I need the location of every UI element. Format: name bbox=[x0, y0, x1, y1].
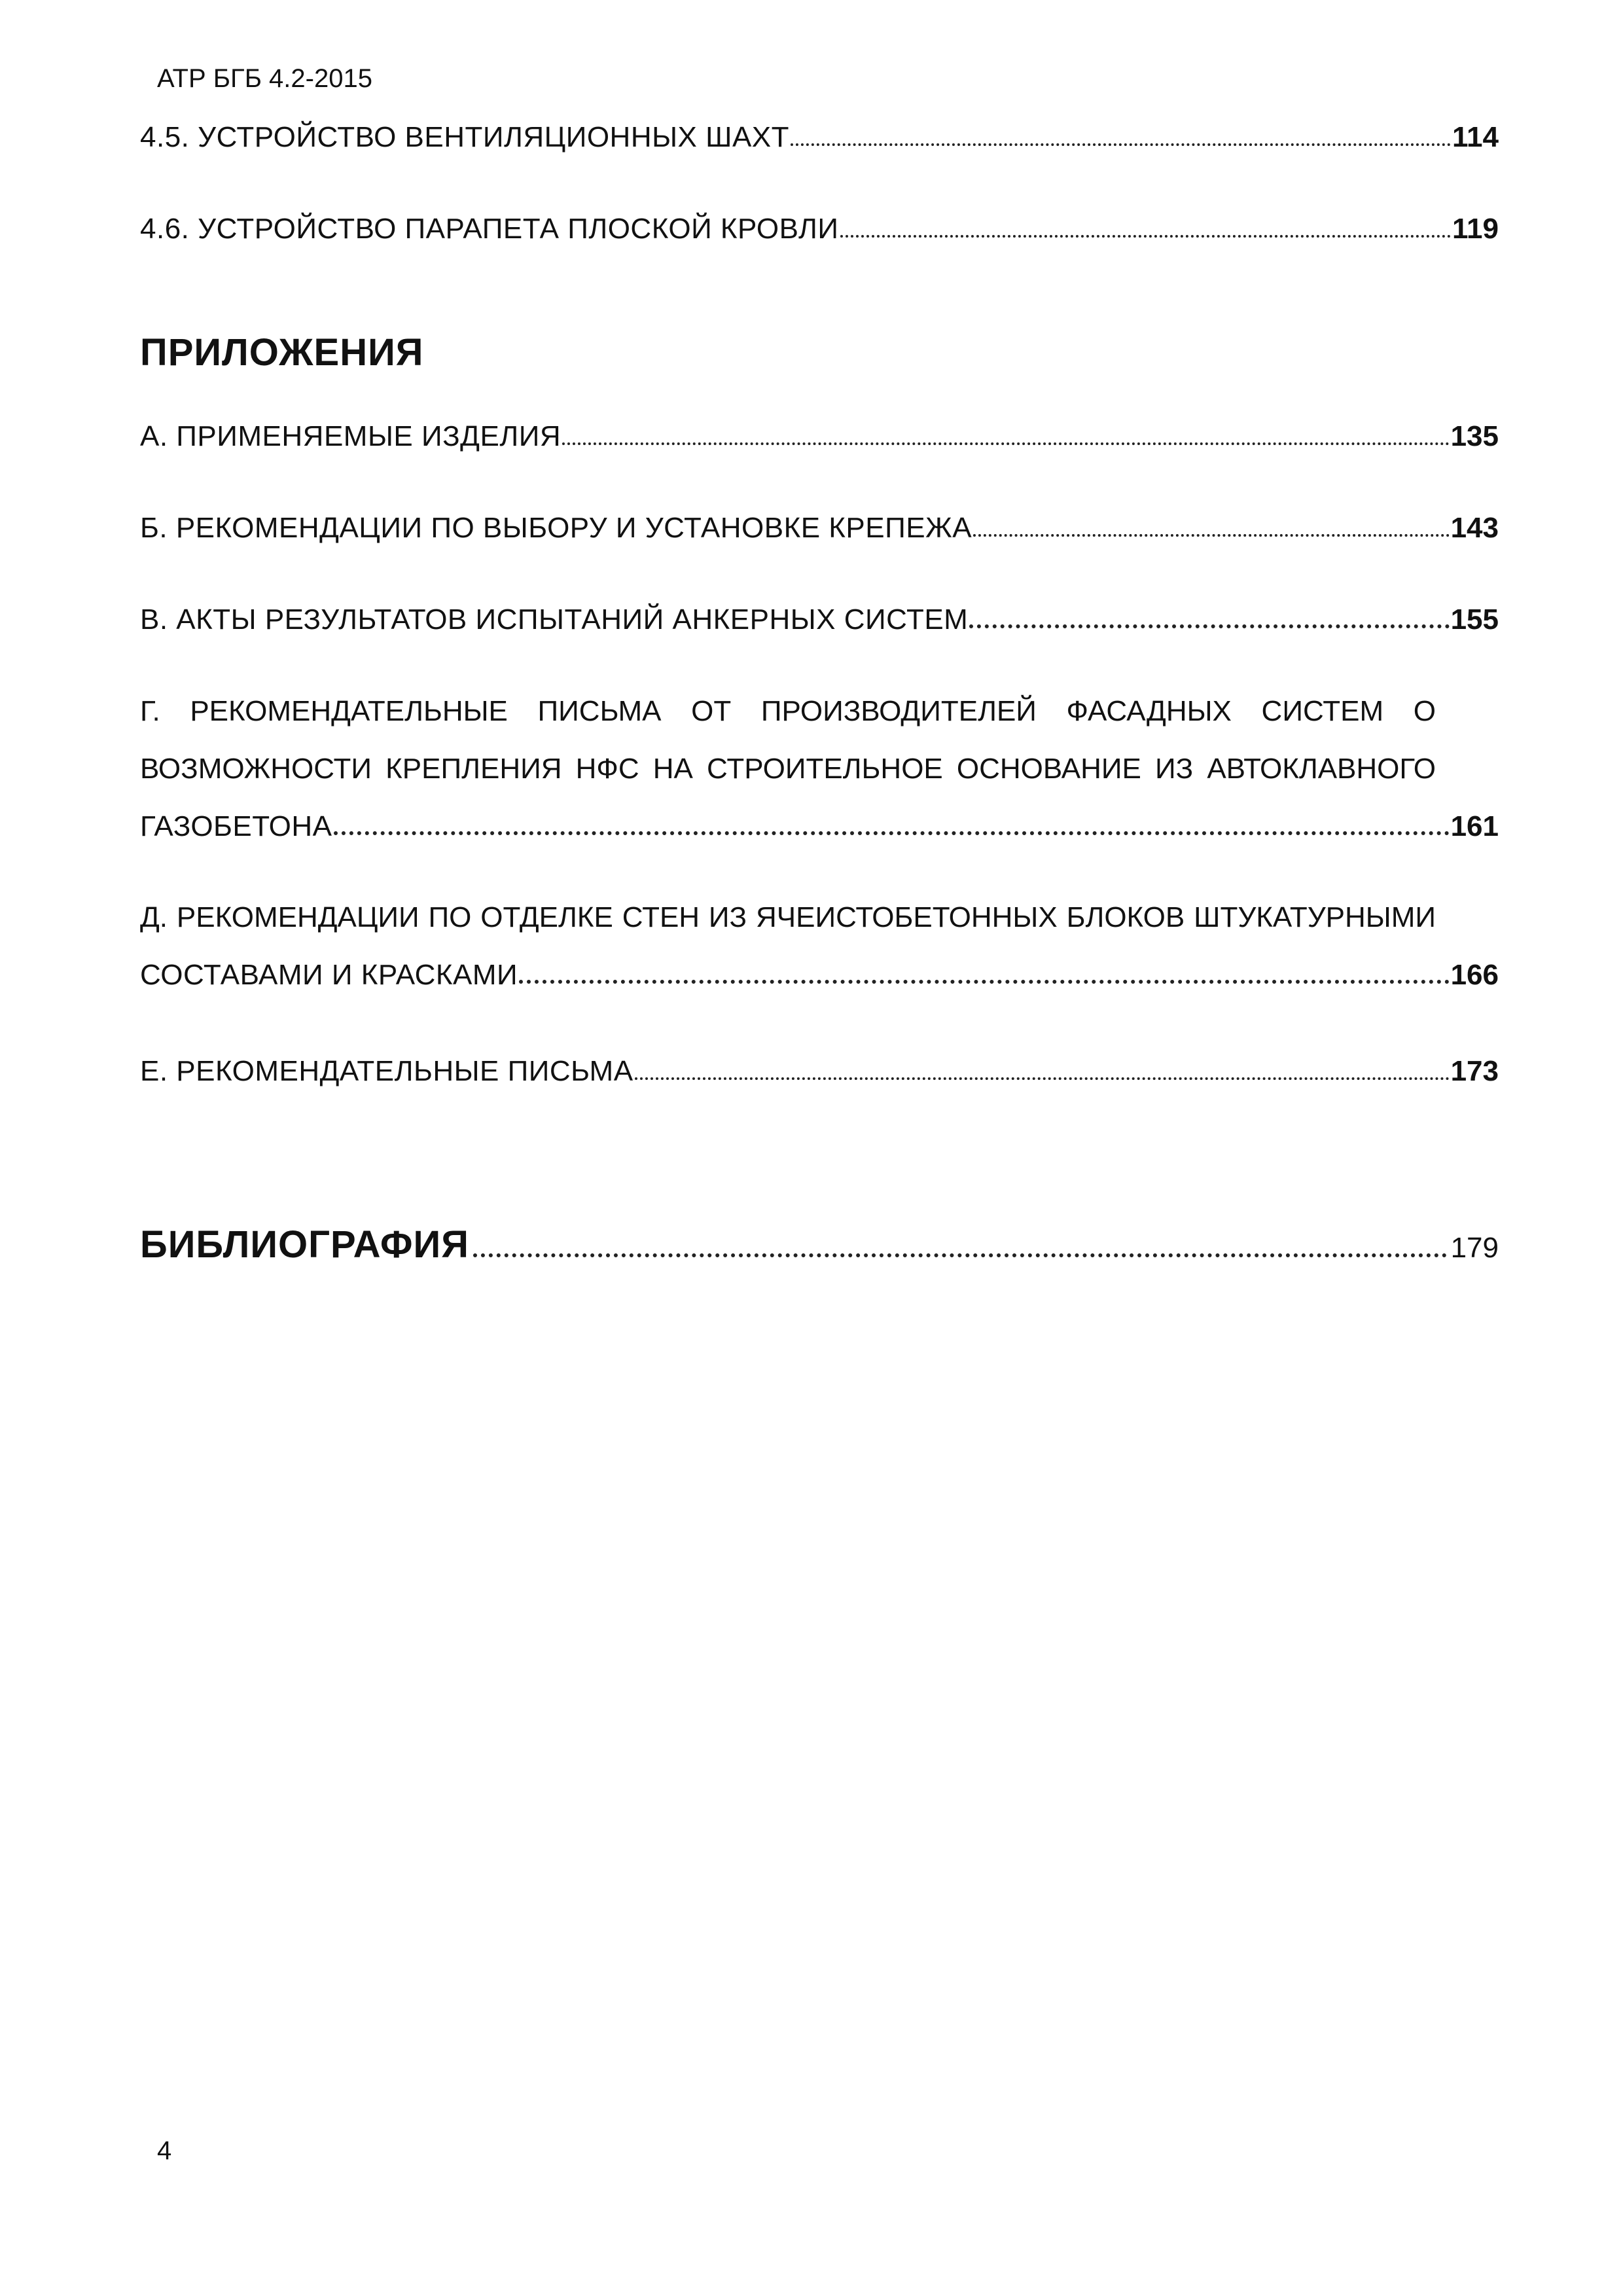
toc-entry[interactable] bbox=[140, 215, 1499, 243]
dot-leader bbox=[519, 977, 1449, 984]
page-number: 4 bbox=[157, 2136, 172, 2165]
toc-entry-page: 143 bbox=[1450, 512, 1499, 544]
dot-leader bbox=[635, 1073, 1450, 1081]
toc-entry-title: Е. РЕКОМЕНДАТЕЛЬНЫЕ ПИСЬМА bbox=[140, 1055, 633, 1087]
toc-entry-title: СОСТАВАМИ И КРАСКАМИ bbox=[140, 959, 518, 991]
toc-entry[interactable] bbox=[140, 605, 1499, 634]
toc-entry[interactable] bbox=[140, 123, 1499, 152]
toc-entry-title-line: Г. РЕКОМЕНДАТЕЛЬНЫЕ ПИСЬМА ОТ ПРОИЗВОДИТЕЛЕЙ ФАСАДНЫХ СИСТЕМ О bbox=[140, 695, 1436, 727]
toc-entry-title: ГАЗОБЕТОНА bbox=[140, 810, 332, 842]
toc-entry-title: 4.6. УСТРОЙСТВО ПАРАПЕТА ПЛОСКОЙ КРОВЛИ bbox=[140, 213, 839, 245]
document-code-header: АТР БГБ 4.2-2015 bbox=[157, 64, 372, 93]
dot-leader bbox=[562, 438, 1449, 446]
dot-leader bbox=[969, 621, 1449, 629]
appendices-heading: ПРИЛОЖЕНИЯ bbox=[140, 331, 424, 374]
toc-entry-page: 166 bbox=[1450, 959, 1499, 991]
toc-entry-title-line: Д. РЕКОМЕНДАЦИИ ПО ОТДЕЛКЕ СТЕН ИЗ ЯЧЕИСТОБЕТОННЫХ БЛОКОВ ШТУКАТУРНЫМИ bbox=[140, 901, 1436, 933]
toc-entry[interactable] bbox=[140, 1057, 1499, 1086]
toc-entry-page: 135 bbox=[1450, 420, 1499, 452]
bibliography-entry[interactable] bbox=[140, 1223, 1499, 1266]
dot-leader bbox=[840, 230, 1452, 238]
toc-entry-title: А. ПРИМЕНЯЕМЫЕ ИЗДЕЛИЯ bbox=[140, 420, 562, 452]
toc-entry-last-line bbox=[140, 961, 1499, 990]
bibliography-page: 179 bbox=[1450, 1232, 1499, 1264]
dot-leader bbox=[791, 139, 1451, 147]
toc-entry-last-line bbox=[140, 812, 1499, 841]
toc-entry-title-line: ВОЗМОЖНОСТИ КРЕПЛЕНИЯ НФС НА СТРОИТЕЛЬНОЕ ОСНОВАНИЕ ИЗ АВТОКЛАВНОГО bbox=[140, 753, 1436, 785]
toc-entry-page: 114 bbox=[1452, 121, 1499, 153]
toc-entry-title: 4.5. УСТРОЙСТВО ВЕНТИЛЯЦИОННЫХ ШАХТ bbox=[140, 121, 790, 153]
toc-entry-title: Б. РЕКОМЕНДАЦИИ ПО ВЫБОРУ И УСТАНОВКЕ КРЕПЕЖА bbox=[140, 512, 972, 544]
toc-entry-page: 119 bbox=[1452, 213, 1499, 245]
toc-entry-title: В. АКТЫ РЕЗУЛЬТАТОВ ИСПЫТАНИЙ АНКЕРНЫХ СИСТЕМ bbox=[140, 603, 969, 636]
toc-entry-multiline[interactable] bbox=[140, 903, 1499, 990]
toc-entry-page: 161 bbox=[1450, 810, 1499, 842]
toc-entry[interactable] bbox=[140, 514, 1499, 543]
toc-entry-page: 155 bbox=[1450, 603, 1499, 636]
dot-leader bbox=[334, 828, 1450, 836]
dot-leader bbox=[473, 1249, 1447, 1257]
toc-entry[interactable] bbox=[140, 422, 1499, 451]
dot-leader bbox=[973, 529, 1450, 537]
bibliography-title: БИБЛИОГРАФИЯ bbox=[140, 1223, 469, 1266]
toc-entry-page: 173 bbox=[1450, 1055, 1499, 1087]
toc-entry-multiline[interactable] bbox=[140, 697, 1499, 841]
